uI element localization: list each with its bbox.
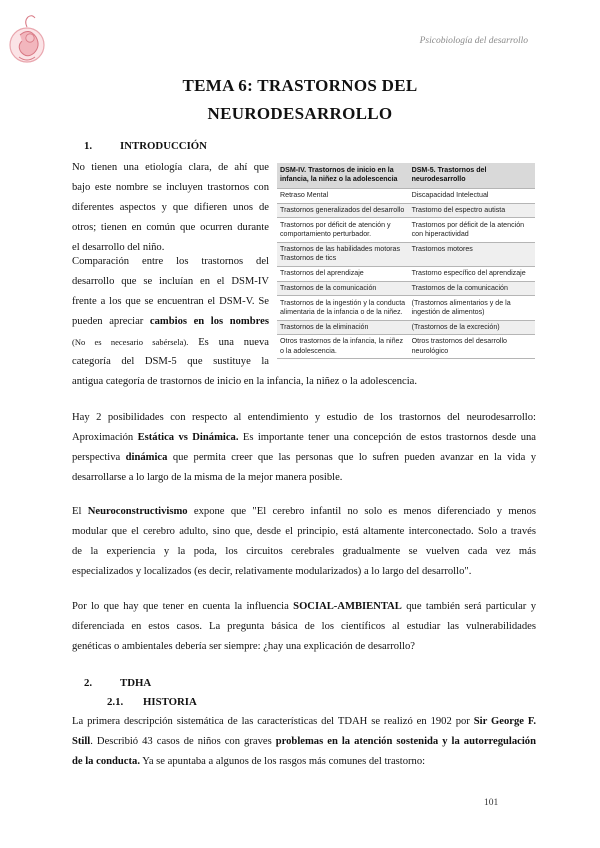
table-cell: Otros trastornos del desarrollo neurológico	[409, 335, 535, 359]
intro-line-10	[72, 332, 269, 353]
text-run: La primera descripción sistemática de las características del TDAH se realizó en 1902 por	[72, 716, 474, 727]
text-run: Por lo que hay que tener en cuenta la influencia	[72, 601, 294, 612]
table-row	[277, 281, 535, 296]
intro-line-9	[72, 312, 269, 332]
table-cell: Trastornos por déficit de atención y comportamiento perturbador.	[277, 218, 409, 242]
bold-still: Still	[72, 736, 91, 747]
table-cell: Trastornos de la comunicación	[277, 281, 409, 296]
table-cell: Trastorno específico del aprendizaje	[409, 266, 535, 281]
bold-sir-george: Sir George F.	[473, 716, 537, 727]
bold-social-ambiental: SOCIAL-AMBIENTAL	[293, 601, 402, 612]
dsm-comparison-table	[277, 163, 535, 359]
text-run: . Describió 43 casos de niños con graves	[90, 736, 276, 747]
intro-line-7: desarrollo que se incluían en el DSM-IV	[72, 276, 269, 287]
para3-line-3: de la experiencia y la poda, los circuitos cerebrales gradualmente se vuelven cada vez más	[72, 546, 536, 557]
section-heading-historia	[107, 696, 197, 708]
section-heading-tdha	[84, 677, 151, 689]
text-run: perspectiva	[72, 452, 126, 463]
text-run: que permita creer que las personas que lo sufren pueden avanzar en la vida y	[167, 452, 536, 463]
bold-dinamica: dinámica	[125, 452, 168, 463]
table-cell: Trastorno del espectro autista	[409, 203, 535, 218]
section-title: TDHA	[120, 677, 152, 689]
page-title-line-1: TEMA 6: TRASTORNOS DEL	[182, 76, 418, 95]
section-title: HISTORIA	[143, 696, 197, 708]
table-row	[277, 335, 535, 359]
text-run: pueden apreciar	[72, 316, 150, 327]
para3-line-1	[72, 502, 536, 522]
para5-line-1	[72, 712, 536, 732]
table-header-dsm-5: DSM-5. Trastornos del neurodesarrollo	[409, 163, 535, 188]
table-cell: Discapacidad Intelectual	[409, 188, 535, 203]
table-row	[277, 296, 535, 320]
bold-problemas-atencion: problemas en la atención sostenida y la autorregulación	[275, 736, 536, 747]
table-cell: Trastornos generalizados del desarrollo	[277, 203, 409, 218]
table-cell: (Trastornos alimentarios y de la ingestión de alimentos)	[409, 296, 535, 320]
table-row	[277, 218, 535, 242]
table-cell: (Trastornos de la excreción)	[409, 320, 535, 335]
para5-line-3	[72, 752, 425, 772]
intro-line-1: No tienen una etiología clara, de ahí que	[72, 162, 269, 173]
bold-de-la-conducta: de la conducta.	[72, 756, 140, 767]
table-cell: Trastornos de la eliminación	[277, 320, 409, 335]
table-cell: Otros trastornos de la infancia, la niñez o la adolescencia.	[277, 335, 409, 359]
text-run: El	[72, 506, 88, 517]
para4-line-2: diferenciada en estos casos. La pregunta básica de los científicos al estudiar las vulnerabilidades	[72, 621, 536, 632]
section-number: 2.1.	[107, 696, 124, 708]
intro-line-6: Comparación entre los trastornos del	[72, 256, 269, 267]
para5-line-2	[72, 732, 536, 752]
section-title: INTRODUCCIÓN	[120, 140, 207, 152]
running-header: Psicobiología del desarrollo	[419, 36, 528, 46]
para3-line-2: modular que el cerebro adulto, sino que, desde el principio, está altamente interconectado. Solo a través	[72, 526, 536, 537]
text-run: Es una nueva	[188, 337, 269, 348]
para4-line-3: genéticas o ambientales debería ser siempre: ¿hay una explicación de desarrollo?	[72, 641, 415, 652]
text-run: expone que "El cerebro infantil no solo es menos diferenciado y menos	[187, 506, 536, 517]
table-row	[277, 266, 535, 281]
para2-line-2	[72, 428, 536, 448]
section-heading-introduccion	[84, 140, 207, 152]
page-title-line-2: NEURODESARROLLO	[207, 104, 393, 123]
intro-line-3: diferentes aspectos y que difieren unos de	[72, 202, 269, 213]
table-header-row	[277, 163, 535, 188]
table-cell: Trastornos de las habilidades motoras Trastornos de tics	[277, 242, 409, 266]
section-number: 1.	[84, 140, 93, 152]
page-number: 101	[484, 798, 499, 808]
table-row	[277, 188, 535, 203]
bold-cambios-nombres: cambios en los nombres	[149, 316, 269, 327]
intro-line-5: el desarrollo del niño.	[72, 242, 165, 253]
text-run: que también será particular y	[401, 601, 536, 612]
intro-line-11: categoría del DSM-5 que sustituye la	[72, 356, 269, 367]
para2-line-4: desarrollarse a lo largo de la misma de la mejor manera posible.	[72, 472, 343, 483]
bold-estatica-dinamica: Estática vs Dinámica.	[137, 432, 239, 443]
fetus-logo-icon	[6, 13, 48, 73]
para2-line-3	[72, 448, 536, 468]
table-cell: Trastornos de la ingestión y la conducta alimentaria de la infancia o de la niñez.	[277, 296, 409, 320]
intro-line-4: otros; tienen en común que ocurren durante	[72, 222, 269, 233]
section-number: 2.	[84, 677, 93, 689]
intro-line-2: bajo este nombre se incluyen trastornos con	[72, 182, 269, 193]
table-cell: Trastornos motores	[409, 242, 535, 266]
intro-line-12: antigua categoría de trastornos de inicio en la infancia, la niñez o la adolescencia.	[72, 376, 418, 387]
para3-line-4: especializados y localizados (es decir, relativamente modularizados) a lo largo del desarrollo".	[72, 566, 472, 577]
table-row	[277, 320, 535, 335]
intro-line-8: frente a los que se encuentran el DSM-V. Se	[72, 296, 269, 307]
text-run: Es importante tener una concepción de estos trastornos desde una	[238, 432, 536, 443]
note-not-required: (No es necesario sabérsela).	[72, 337, 189, 347]
para2-line-1: Hay 2 posibilidades con respecto al entendimiento y estudio de los trastornos del neurodesarrollo:	[72, 412, 536, 423]
table-cell: Trastornos por déficit de la atención con hiperactividad	[409, 218, 535, 242]
table-cell: Trastornos del aprendizaje	[277, 266, 409, 281]
table-cell: Trastornos de la comunicación	[409, 281, 535, 296]
table-row	[277, 203, 535, 218]
text-run: Aproximación	[72, 432, 138, 443]
text-run: Ya se apuntaba a algunos de los rasgos más comunes del trastorno:	[139, 756, 426, 767]
table-header-dsm-iv: DSM-IV. Trastornos de inicio en la infancia, la niñez o la adolescencia	[277, 163, 409, 188]
table-row	[277, 242, 535, 266]
table-cell: Retraso Mental	[277, 188, 409, 203]
para4-line-1	[72, 597, 536, 617]
bold-neuroconstructivismo: Neuroconstructivismo	[87, 506, 188, 517]
